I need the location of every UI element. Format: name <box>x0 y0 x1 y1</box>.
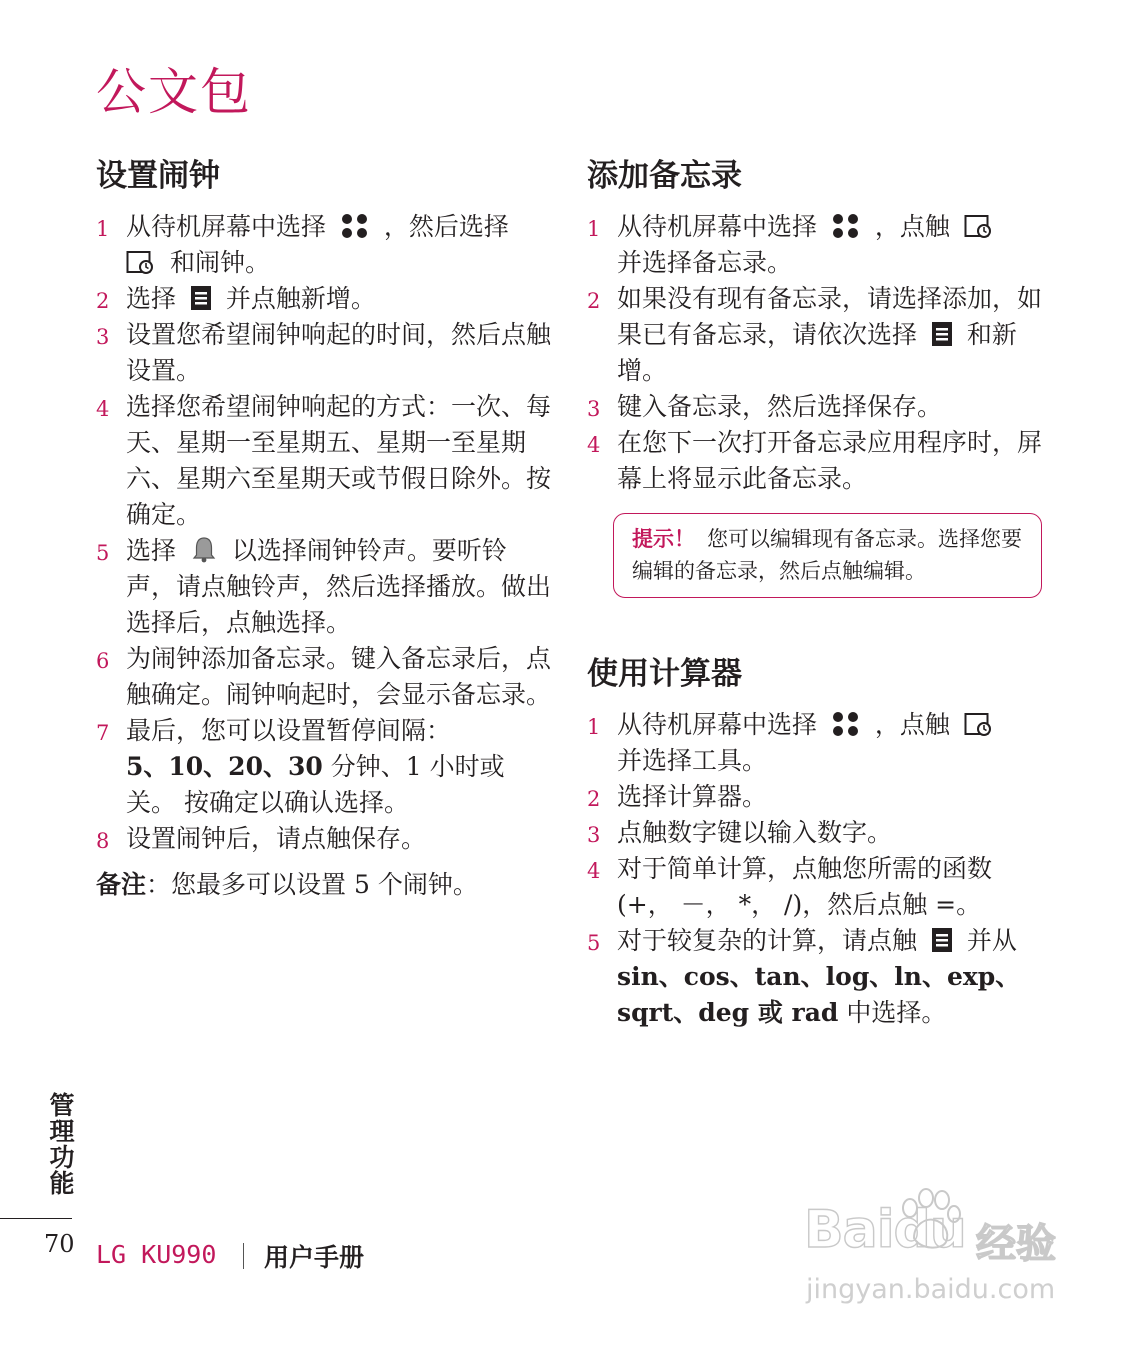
list-item: 2 选择 并点触新增。 <box>96 281 551 317</box>
options-menu-icon <box>931 321 953 347</box>
step-number: 3 <box>96 325 110 349</box>
list-item: 5 对于较复杂的计算，请点触 并从 sin、cos、tan、log、ln、exp、sqrt、deg 或 rad 中选择。 <box>587 926 1021 1027</box>
note-label: 备注 <box>96 870 147 899</box>
list-item: 6 为闹钟添加备忘录。键入备忘录后，点触确定。闹钟响起时，会显示备忘录。 <box>96 644 552 709</box>
calculator-section-title: 使用计算器 <box>587 656 742 692</box>
step-number: 1 <box>587 217 601 241</box>
bell-icon <box>190 535 218 563</box>
step-number: 5 <box>96 541 110 565</box>
step-number: 8 <box>96 829 110 853</box>
watermark-brand: Baidu <box>804 1200 966 1260</box>
page-title: 公文包 <box>96 63 252 121</box>
four-dots-grid-icon <box>340 213 370 239</box>
list-item: 3 设置您希望闹钟响起的时间，然后点触设置。 <box>96 320 552 385</box>
step-number: 1 <box>96 217 110 241</box>
page-number: 70 <box>44 1230 75 1258</box>
tip-label: 提示！ <box>632 526 695 551</box>
side-tab-label: 管理功能 <box>46 1092 75 1196</box>
alarm-note <box>96 867 551 903</box>
step-number: 1 <box>587 715 601 739</box>
list-item: 1 从待机屏幕中选择 ，然后选择 和闹钟。 <box>96 212 509 277</box>
memo-calc-column <box>587 150 1042 1031</box>
step-number: 5 <box>587 931 601 955</box>
step-number: 6 <box>96 649 110 673</box>
list-item: 5 选择 以选择闹钟铃声。要听铃声，请点触铃声，然后选择播放。做出选择后，点触选择。 <box>96 536 552 637</box>
list-item: 8 设置闹钟后，请点触保存。 <box>96 821 551 857</box>
alarm-section-title: 设置闹钟 <box>96 158 220 194</box>
list-item: 4 对于简单计算，点触您所需的函数(+， －， *， /)，然后点触 =。 <box>587 854 993 919</box>
footer-divider <box>243 1243 244 1269</box>
memo-section-title: 添加备忘录 <box>587 158 742 194</box>
list-item: 7 最后，您可以设置暂停间隔： 5、10、20、30 分钟、1 小时或关。 按确定以确认选择。 <box>96 716 505 817</box>
list-item: 1 从待机屏幕中选择 ，点触 并选择工具。 <box>587 707 1042 779</box>
step-number: 2 <box>587 787 601 811</box>
step-number: 3 <box>587 823 601 847</box>
step-number: 3 <box>587 397 601 421</box>
tip-box <box>613 513 1042 598</box>
list-item: 3 点触数字键以输入数字。 <box>587 815 1042 851</box>
tip-text: 您可以编辑现有备忘录。选择您要编辑的备忘录，然后点触编辑。 <box>632 527 1022 583</box>
organiser-clock-icon <box>126 249 156 275</box>
organiser-clock-icon <box>964 711 994 737</box>
options-menu-icon <box>190 285 212 311</box>
memo-steps <box>587 209 1042 497</box>
list-item: 2 如果没有现有备忘录，请选择添加，如果已有备忘录，请依次选择 和新增。 <box>587 284 1043 385</box>
baidu-watermark <box>800 1192 1070 1322</box>
side-divider <box>0 1218 72 1219</box>
step-number: 7 <box>96 721 110 745</box>
step-number: 2 <box>96 289 110 313</box>
alarm-section <box>96 150 551 903</box>
list-item: 2 选择计算器。 <box>587 779 1042 815</box>
alarm-steps <box>96 209 551 857</box>
calculator-steps <box>587 707 1042 1031</box>
footer-manual-title: 用户手册 <box>264 1243 365 1272</box>
list-item: 3 键入备忘录，然后选择保存。 <box>587 389 1042 425</box>
footer-model: LG KU990 <box>96 1240 217 1269</box>
four-dots-grid-icon <box>831 213 861 239</box>
four-dots-grid-icon <box>831 711 861 737</box>
step-number: 4 <box>587 859 601 883</box>
step-number: 4 <box>96 397 110 421</box>
note-text: ：您最多可以设置 5 个闹钟。 <box>146 870 478 899</box>
organiser-clock-icon <box>964 213 994 239</box>
list-item: 1 从待机屏幕中选择 ，点触 并选择备忘录。 <box>587 209 1042 281</box>
watermark-suffix: 经验 <box>976 1221 1056 1267</box>
step-number: 2 <box>587 289 601 313</box>
options-menu-icon <box>931 927 953 953</box>
list-item: 4 在您下一次打开备忘录应用程序时，屏幕上将显示此备忘录。 <box>587 428 1043 493</box>
watermark-url: jingyan.baidu.com <box>806 1274 1056 1305</box>
step-number: 4 <box>587 433 601 457</box>
list-item: 4 选择您希望闹钟响起的方式：一次、每天、星期一至星期五、星期一至星期六、星期六至星期天或节假日除外。按确定。 <box>96 392 552 529</box>
